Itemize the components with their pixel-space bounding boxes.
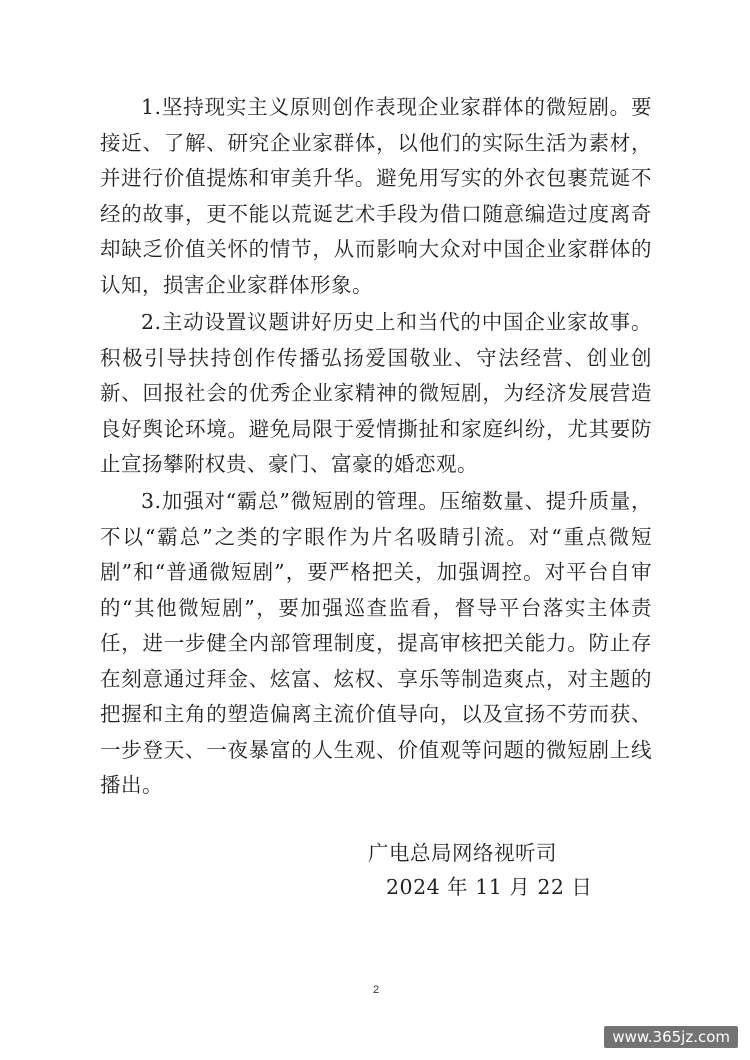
watermark: www.365jz.com [604,1026,738,1048]
page-number: 2 [372,984,380,996]
paragraph-1: 1.坚持现实主义原则创作表现企业家群体的微短剧。要接近、了解、研究企业家群体，以他们的实际生活为素材，并进行价值提炼和审美升华。避免用写实的外衣包裹荒诞不经的故事，更不能以荒诞艺术手段为借口随意编造过度离奇却缺乏价值关怀的情节，从而影响大众对中国企业家群体的认知，损害企业家群体形象。 [100,95,652,297]
paragraph-3: 3.加强对“霸总”微短剧的管理。压缩数量、提升质量，不以“霸总”之类的字眼作为片名吸睛引流。对“重点微短剧”和“普通微短剧”，要严格把关，加强调控。对平台自审的“其他微短剧”，要加强巡查监看，督导平台落实主体责任，进一步健全内部管理制度，提高审核把关能力。防止存在刻意通过拜金、炫富、炫权、享乐等制造爽点，对主题的把握和主角的塑造偏离主流价值导向，以及宣扬不劳而获、一步登天、一夜暴富的人生观、价值观等问题的微短剧上线播出。 [100,489,652,797]
signature-date: 2024 年 11 月 22 日 [386,875,593,899]
paragraph-2: 2.主动设置议题讲好历史上和当代的中国企业家故事。积极引导扶持创作传播弘扬爱国敬业、守法经营、创业创新、回报社会的优秀企业家精神的微短剧，为经济发展营造良好舆论环境。避免局限于爱情撕扯和家庭纠纷，尤其要防止宣扬攀附权贵、豪门、富豪的婚恋观。 [100,310,652,476]
signature-organization: 广电总局网络视听司 [368,841,557,865]
